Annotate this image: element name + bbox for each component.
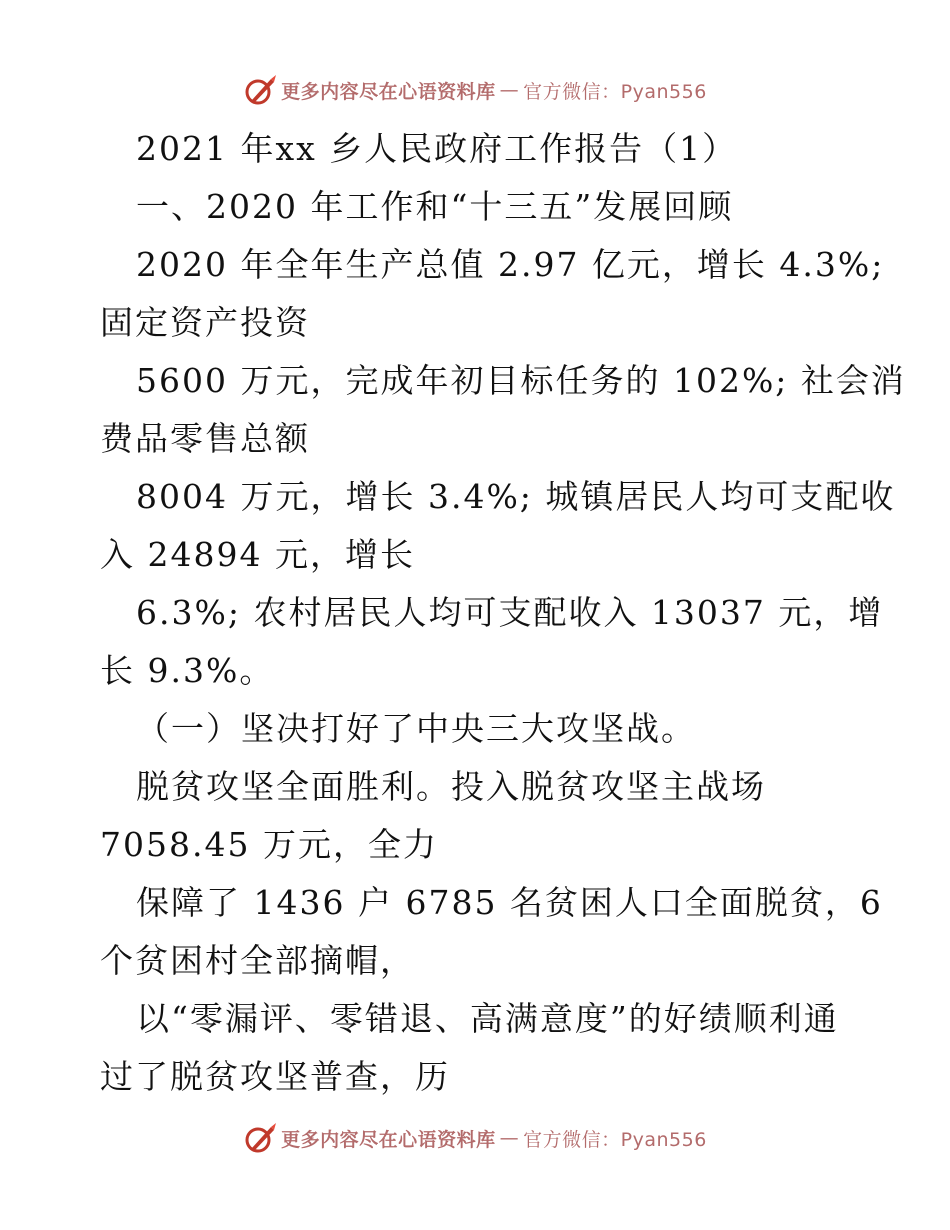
- watermark-separator: —: [499, 79, 520, 101]
- watermark-brand: 更多内容尽在心语资料库: [281, 80, 496, 103]
- subsection-heading: （一）坚决打好了中央三大攻坚战。: [136, 709, 696, 748]
- watermark-separator: —: [499, 1127, 520, 1149]
- paragraph-line: 固定资产投资: [100, 303, 310, 342]
- paragraph-line: 以“零漏评、零错退、高满意度”的好绩顺利通: [136, 999, 839, 1038]
- watermark-brand: 更多内容尽在心语资料库: [281, 1128, 496, 1151]
- paragraph-line: 7058.45 万元，全力: [100, 825, 438, 864]
- watermark-footer: [0, 1118, 950, 1158]
- section-heading: 一、2020 年工作和“十三五”发展回顾: [136, 187, 734, 226]
- paragraph-line: 费品零售总额: [100, 419, 310, 458]
- document-body: [100, 120, 906, 1106]
- paragraph-line: 6.3%; 农村居民人均可支配收入 13037 元，增: [136, 593, 884, 632]
- paragraph-line: 入 24894 元，增长: [100, 535, 415, 574]
- watermark-contact: 官方微信：Pyan556: [523, 80, 707, 103]
- paragraph-line: 5600 万元，完成年初目标任务的 102%; 社会消: [136, 361, 906, 400]
- quill-logo-icon: [243, 73, 277, 107]
- paragraph-line: 过了脱贫攻坚普查，历: [100, 1057, 450, 1096]
- paragraph-line: 个贫困村全部摘帽，: [100, 941, 415, 980]
- quill-logo-icon: [243, 1121, 277, 1155]
- paragraph-line: 8004 万元，增长 3.4%; 城镇居民人均可支配收: [136, 477, 896, 516]
- paragraph-line: 2020 年全年生产总值 2.97 亿元，增长 4.3%;: [136, 245, 885, 284]
- paragraph-line: 保障了 1436 户 6785 名贫困人口全面脱贫，6: [136, 883, 883, 922]
- paragraph-line: 长 9.3%。: [100, 651, 275, 690]
- paragraph-line: 脱贫攻坚全面胜利。投入脱贫攻坚主战场: [136, 767, 766, 806]
- watermark-contact: 官方微信：Pyan556: [523, 1128, 707, 1151]
- document-title: 2021 年xx 乡人民政府工作报告（1）: [136, 129, 738, 168]
- watermark-header: [0, 70, 950, 110]
